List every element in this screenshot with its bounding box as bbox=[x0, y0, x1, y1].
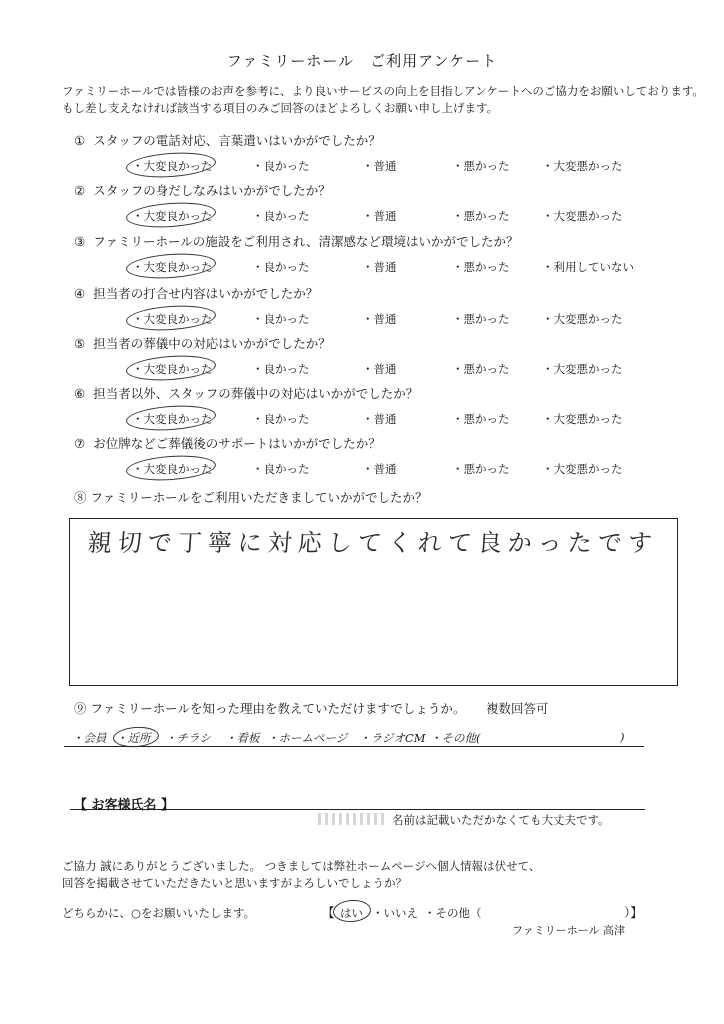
question-number: ④ bbox=[74, 286, 86, 301]
question-3-option-2[interactable]: ・良かった bbox=[252, 260, 310, 274]
question-text: スタッフの身だしなみはいかがでしたか？ bbox=[93, 183, 331, 198]
question-2-option-2[interactable]: ・良かった bbox=[252, 209, 310, 223]
question-6-option-5[interactable]: ・大変悪かった bbox=[542, 412, 623, 426]
comment-handwritten-answer: 親切で丁寧に対応してくれて良かったです bbox=[86, 529, 659, 557]
question-2-selected-circle bbox=[125, 200, 216, 230]
question-text: スタッフの電話対応、言葉遣いはいかがでしたか？ bbox=[93, 133, 381, 148]
question-5-option-1[interactable]: ・大変良かった bbox=[132, 362, 213, 376]
question-number: ① bbox=[74, 133, 86, 148]
question-2 bbox=[74, 181, 331, 199]
q9-option-radio-cm[interactable]: ・ラジオCM bbox=[359, 731, 426, 745]
question-5-option-4[interactable]: ・悪かった bbox=[452, 362, 510, 376]
q9-option-other[interactable]: ・その他( bbox=[430, 731, 481, 745]
question-5-option-5[interactable]: ・大変悪かった bbox=[542, 362, 623, 376]
consent-yes[interactable]: はい bbox=[340, 906, 363, 920]
question-9-text: ファミリーホールを知った理由を教えていただけますでしょうか。 bbox=[90, 701, 466, 716]
question-2-option-4[interactable]: ・悪かった bbox=[452, 209, 510, 223]
signature: ファミリーホール 高津 bbox=[512, 924, 626, 937]
consent-other[interactable]: ・その他（ bbox=[424, 906, 482, 920]
question-3-option-5[interactable]: ・利用していない bbox=[542, 260, 634, 274]
question-1-option-4[interactable]: ・悪かった bbox=[452, 159, 510, 173]
question-1-option-5[interactable]: ・大変悪かった bbox=[542, 159, 623, 173]
q9-option-member[interactable]: ・会員 bbox=[72, 731, 107, 745]
question-7-option-1[interactable]: ・大変良かった bbox=[132, 462, 213, 476]
question-2-option-3[interactable]: ・普通 bbox=[362, 209, 397, 223]
question-7-option-4[interactable]: ・悪かった bbox=[452, 462, 510, 476]
question-4 bbox=[74, 284, 318, 302]
customer-name-label: 【 お客様氏名 】 bbox=[74, 798, 175, 813]
question-5-option-3[interactable]: ・普通 bbox=[362, 362, 397, 376]
intro-line-1: ファミリーホールでは皆様のお声を参考に、より良いサービスの向上を目指しアンケートへのご協力をお願いしております。 bbox=[62, 84, 704, 98]
question-5-selected-circle bbox=[125, 353, 216, 383]
q9-underline bbox=[64, 746, 644, 747]
comment-box[interactable] bbox=[69, 518, 678, 686]
question-6-option-1[interactable]: ・大変良かった bbox=[132, 412, 213, 426]
question-2-option-5[interactable]: ・大変悪かった bbox=[542, 209, 623, 223]
consent-no[interactable]: ・いいえ bbox=[372, 906, 418, 920]
thanks-line-1: ご協力 誠にありがとうございました。 つきましては弊社ホームページへ個人情報は伏せて、 bbox=[62, 859, 541, 873]
question-4-option-2[interactable]: ・良かった bbox=[252, 312, 310, 326]
question-8 bbox=[74, 488, 428, 506]
question-9 bbox=[74, 699, 465, 717]
question-1 bbox=[74, 131, 381, 149]
question-3-option-1[interactable]: ・大変良かった bbox=[132, 260, 213, 274]
question-3-selected-circle bbox=[125, 251, 216, 281]
thanks-line-2: 回答を掲載させていただきたいと思いますがよろしいでしょうか？ bbox=[62, 876, 407, 890]
question-3-option-3[interactable]: ・普通 bbox=[362, 260, 397, 274]
question-5 bbox=[74, 334, 331, 352]
question-6 bbox=[74, 384, 418, 402]
consent-bracket-close: ）】 bbox=[624, 905, 643, 920]
question-8-number: ⑧ bbox=[74, 490, 87, 505]
question-7-selected-circle bbox=[125, 453, 216, 483]
question-number: ③ bbox=[74, 234, 86, 249]
question-1-option-3[interactable]: ・普通 bbox=[362, 159, 397, 173]
question-4-option-3[interactable]: ・普通 bbox=[362, 312, 397, 326]
question-4-option-4[interactable]: ・悪かった bbox=[452, 312, 510, 326]
question-1-option-2[interactable]: ・良かった bbox=[252, 159, 310, 173]
question-text: ファミリーホールの施設をご利用され、清潔感など環境はいかがでしたか？ bbox=[93, 234, 519, 249]
question-1-selected-circle bbox=[125, 150, 216, 180]
question-text: 担当者の葬儀中の対応はいかがでしたか？ bbox=[93, 336, 331, 351]
q9-option-other-close: ) bbox=[620, 730, 625, 744]
question-8-text: ファミリーホールをご利用いただきましていかがでしたか？ bbox=[90, 490, 428, 505]
question-3-option-4[interactable]: ・悪かった bbox=[452, 260, 510, 274]
question-7 bbox=[74, 434, 381, 452]
customer-name-line[interactable] bbox=[70, 809, 645, 810]
redacted-mark bbox=[318, 813, 388, 825]
question-text: 担当者の打合せ内容はいかがでしたか？ bbox=[93, 286, 319, 301]
name-optional-note: 名前は記載いただかなくても大丈夫です。 bbox=[392, 813, 610, 827]
question-7-option-3[interactable]: ・普通 bbox=[362, 462, 397, 476]
question-number: ⑥ bbox=[74, 386, 86, 401]
question-1-option-1[interactable]: ・大変良かった bbox=[132, 159, 213, 173]
question-6-option-2[interactable]: ・良かった bbox=[252, 412, 310, 426]
question-text: お位牌などご葬儀後のサポートはいかがでしたか？ bbox=[93, 436, 381, 451]
question-4-option-5[interactable]: ・大変悪かった bbox=[542, 312, 623, 326]
consent-selected-circle bbox=[332, 899, 371, 924]
page-title: ファミリーホール ご利用アンケート bbox=[226, 52, 498, 70]
question-6-option-3[interactable]: ・普通 bbox=[362, 412, 397, 426]
question-5-option-2[interactable]: ・良かった bbox=[252, 362, 310, 376]
intro-line-2: もし差し支えなければ該当する項目のみご回答のほどよろしくお願い申し上げます。 bbox=[62, 101, 499, 115]
q9-option-homepage[interactable]: ・ホームページ bbox=[267, 731, 348, 745]
question-number: ⑤ bbox=[74, 336, 86, 351]
consent-prompt: どちらかに、○をお願いいたします。 bbox=[62, 906, 256, 920]
question-number: ⑦ bbox=[74, 436, 86, 451]
question-text: 担当者以外、スタッフの葬儀中の対応はいかがでしたか？ bbox=[93, 386, 419, 401]
q9-option-flyer[interactable]: ・チラシ bbox=[165, 731, 211, 745]
question-6-option-4[interactable]: ・悪かった bbox=[452, 412, 510, 426]
q9-option-signboard[interactable]: ・看板 bbox=[225, 731, 260, 745]
question-3 bbox=[74, 232, 518, 250]
consent-bracket-open: 【 bbox=[322, 905, 335, 920]
question-number: ② bbox=[74, 183, 86, 198]
question-9-number: ⑨ bbox=[74, 701, 87, 716]
question-4-option-1[interactable]: ・大変良かった bbox=[132, 312, 213, 326]
question-9-multi-note: 複数回答可 bbox=[486, 701, 549, 716]
question-4-selected-circle bbox=[125, 303, 216, 333]
question-2-option-1[interactable]: ・大変良かった bbox=[132, 209, 213, 223]
q9-option-neighborhood[interactable]: ・近所 bbox=[116, 731, 151, 745]
question-6-selected-circle bbox=[125, 403, 216, 433]
question-7-option-2[interactable]: ・良かった bbox=[252, 462, 310, 476]
question-7-option-5[interactable]: ・大変悪かった bbox=[542, 462, 623, 476]
